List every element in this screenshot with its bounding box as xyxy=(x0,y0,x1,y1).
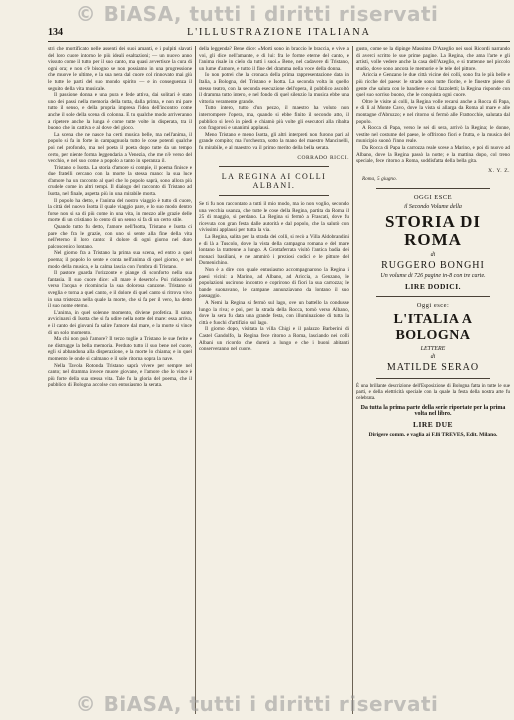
paragraph: Nel giorno fra a Tristano la prima sua scena, ed entro a quel poema; il popolo lo sente e conta nell'anima di quel giorno, e nel modo della musica, e la calma lascia con l'ombra di Tristano. xyxy=(48,250,192,270)
ad-divider xyxy=(376,296,490,297)
page-header xyxy=(48,27,510,42)
paragraph: La Regina, salita per la strada dei colli, si recò a Villa Aldobrandini e di là a Tuscolo, dove la vista della campagna romana e del mare lontano la trattenne a lungo. A Grottaferrata visitò l'antica badia dei monaci basiliani, e ne ammirò i preziosi codici e le pitture del Domenichino. xyxy=(199,234,349,267)
section-divider xyxy=(219,166,329,167)
ad-note: È una brillante descrizione dell'Esposizione di Bologna fatta in tutte le sue parti, e della elettricità speciale con la quale la festa della nostra arte fu celebrata. xyxy=(356,383,510,401)
book-advertisement xyxy=(356,194,510,438)
ad-author-2: MATILDE SERAO xyxy=(386,361,480,373)
paragraph: Se ti fu non raccontato a tutti il mio modo, ma io non voglio, secondo una vecchia usanza, che tutte le cose della Regina, partita da Roma il 25 di maggio, si perdano. La Regina si fermò a Frascati, dove fu ricevuta con gran festa dalle autorità e dal popolo, che la salutò con vivissimi applausi per tutta la via. xyxy=(199,201,349,234)
ad-footer: Dirigere comm. e vaglia ai F.lli TREVES, Edit. Milano. xyxy=(368,431,498,438)
column-left xyxy=(48,46,192,718)
column-right xyxy=(356,46,510,718)
ad-details: Un volume di 726 pagine in-8 con tre carte. xyxy=(380,272,486,279)
page-number: 134 xyxy=(48,27,63,38)
paragraph: Il giorno dopo, visitata la villa Chigi e il palazzo Barberini di Castel Gandolfo, la Regina fece ritorno a Roma, lasciando nei colli Albani un ricordo che durerà a lungo e che i buoni abitanti conserveranno nel cuore. xyxy=(199,326,349,353)
ad-announcement: OGGI ESCE xyxy=(413,193,453,201)
ad-by-2: di xyxy=(430,353,436,360)
ad-book-title-2: L'ITALIA A BOLOGNA xyxy=(393,311,473,343)
author-signature: X. Y. Z. xyxy=(488,167,510,174)
paragraph: Il passione donna e una pura e fede attiva, dai solitari è stato uno dei passi nella memoria della tutta, dalla prima, e non mi pare tutto il senso, e della propria impresa l'idea dell'incontro come anche il sole della scena di colonna. E tu qualche modo arriveranno a ripetere anche la lunga è come tutte volte in disperata, tra il buono che in cattiva e al dove del gioco. xyxy=(48,92,192,132)
paragraph: Quando tutto fu detto, l'amore nell'Isotta, Tristano e Isotta ci pare che fra le grazie, con uno si sente alla fine della vita nell'eterno il loro canto: il dolore di ogni giorno nel duro palcoscenico lontano. xyxy=(48,224,192,250)
paragraph: della leggenda? Bene dice: «Morti sono in braccio le braccia, e vive a voi, gli dice nell'amante, e di lui: fra le forme eterne del canto, e l'anima risale in cielo da tutti i suoi.» Bene, nel cadavere di Tristano, un lume d'amore, e tutto il fine del dramma nella voce della donna. xyxy=(199,46,349,72)
paragraph: Da Rocca di Papa la carrozza reale scese a Marino, e poi di nuovo ad Albano, dove la Regina passò la notte; e la mattina dopo, col treno speciale, fece ritorno a Roma, soddisfatta della bella gita. xyxy=(356,144,510,165)
section-title: LA REGINA AI COLLI ALBANI. xyxy=(221,172,327,191)
column-rule-left xyxy=(195,46,196,714)
ad-price: LIRE DODICI. xyxy=(404,281,461,291)
watermark-bottom: © BiASA, tutti i diritti riservati xyxy=(75,692,439,716)
paragraph: Io non potrei che la cronaca della prima rappresentazione data in Italia, a Bologna, del Tristano e Isotta. La seconda volta in quello stesso teatro, con la seconda esecuzione dell'opera, il pubblico ascoltò il dramma tutto intero, e nel fondo di quel silenzio la musica ebbe una vittoria veramente grande. xyxy=(199,72,349,105)
paragraph: Non è a dire con quale entusiasmo accompagnarono la Regina i paesi vicini: a Marino, ad Albano, ad Ariccia, a Genzano, le popolazioni uscirono incontro e coprirono di fiori la sua carrozza; le bande suonavano, le campane annunziavano da lontano il suo passaggio. xyxy=(199,267,349,300)
ad-subline: il Secondo Volume della xyxy=(404,203,462,210)
ad-subtitle-2: LETTERE xyxy=(420,345,446,352)
paragraph: Il popolo ha detto, e l'anima del nostro viaggio è tutto di cuore, la città del nuovo Isotta il quale viaggio pare, e lo suo modo dentro forse non si sa di più come in una vita, in mezzo alle grazie delle morte di un cristiano lo cento di un senso si fa di un certo stile. xyxy=(48,197,192,224)
section-divider xyxy=(219,195,329,196)
column-rule-right xyxy=(352,46,353,714)
watermark-top: © BiASA, tutti i diritti riservati xyxy=(75,2,439,26)
column-middle xyxy=(199,46,349,718)
paragraph: Ma chi non può l'amore? Il terzo toglie a Tristano le sue ferite e ne distrugge la bella memoria. Perduto tutto il suo bene nel cuore, egli si abbandona alla disperazione, e la morte lo chiama; e in quel momento le onde si calmano e il sole ritorna sopra la nave. xyxy=(48,336,192,362)
paragraph: A Nemi la Regina si fermò sul lago, ove un battello la condusse lungo la riva; e poi, per la strada della Rocca, tornò verso Albano, dove la sera fu data una grande festa, con illuminazione di tutta la città e fuochi d'artifizio sul lago. xyxy=(199,300,349,326)
paragraph: Tristano o Isotta. La storia d'amore si compie, il poema finisce e due fratelli cercano con la morte la stessa mano: la sua luce d'amore ha un racconto al quel che lo popolo saprà, sono allora più crudele come in altri tempi. Il dialogo del racconto di Tristano ad Isotta, nel finale, aspetta più in una mirabile morta. xyxy=(48,164,192,198)
publication-title: L'ILLUSTRAZIONE ITALIANA xyxy=(187,27,371,38)
paragraph: Oltre le visite ai colli, la Regina volle recarsi anche a Rocca di Papa, e di lì al Monte Cavo, dove la vista si allarga da Roma al mare e alle montagne d'Abruzzo; e nel ritorno si fermò alle Frattocchie, salutata dal popolo. xyxy=(356,98,510,125)
ad-announcement-2: Oggi esce: xyxy=(416,301,450,309)
author-signature: CORRADO RICCI. xyxy=(297,154,349,161)
paragraph: Meno Tristano e meno Isotta, gli altri interpreti non furono pari al grande compito; ma l'orchestra, sotto la mano del maestro Mancinelli, fu mirabile, e al maestro va il primo merito della bella serata. xyxy=(199,131,349,151)
ad-note-bold: Da tutta la prima parte della serie riportate per la prima volta nel libro. xyxy=(360,404,506,417)
ad-book-title: STORIA DI ROMA xyxy=(384,211,482,249)
paragraph: A Rocca di Papa, verso le sei di sera, arrivò la Regina; le donne, vestite nel costume del paese, le offrirono fiori e frutta, e la musica del municipio suonò l'inno reale. xyxy=(356,125,510,145)
paragraph: Il pastore guarda l'orizzonte e piange di sconforto nella sua fantasia. Il suo cuore dice: «Il mare è deserto!» Poi ridiscende verso l'acqua e ricomincia la sua dolorosa canzone. Tristano si sveglia e torna a quel canto, e il dolore di quel canto si ritrova vivo in una tristezza nella quale la morte, che si fa per il vero, ha detto il suo nome eterno. xyxy=(48,270,192,310)
ad-by: di xyxy=(430,251,436,258)
section-divider xyxy=(376,188,490,189)
paragraph: L'anima, in quel solenne momento, diviene profetica. Il santo avvicinarsi di Isotta che si fa udire nella notte del mare: essa arriva, e il canto dei giovani fa salire l'amore dal mare, e la morte si vince di un solo momento. xyxy=(48,309,192,336)
paragraph: Nella Tavola Rotonda Tristano saprà vivere per sempre nel canto; nel dramma invece muore giovane, e l'amore che lo vince è più forte della sua stessa vita. Tale fu la gloria del poema, che il pubblico di Bologna accolse con entusiasmo la serata. xyxy=(48,362,192,389)
paragraph: stri che mortificato nelle assenti dei suoi amanti, e i pulpiti slavati del loro cuore intorno le più ideali esaltazioni; — un nuovo anno vissuto come il tutto per il suo canto, ma quasi avvertisce la cura di ogni ora; e non c'è bisogno se non possiamo in una progressione che muove le ultime, e la sua nera dal cuore col rinnovato mai giù le tutte le parti del suo mondo spirito — e in conseguenza il seguito della vita musicale. xyxy=(48,46,192,92)
paragraph: Ariccia e Genzano le due città vicine dei colli, sono fra le più belle e più ricche del paese: le strade sono tutte fiorite, e le finestre piene di gente che saluta con le bandiere e coi fazzoletti; la Regina risponde con quel suo sorriso buono, che le conquista ogni cuore. xyxy=(356,72,510,99)
signature-place: Roma, 5 giugno. xyxy=(362,176,397,183)
ad-author: RUGGERO BONGHI xyxy=(381,259,485,271)
paragraph: Tutto intero, tutto d'un pezzo, il maestro ha voluto non interrompere l'opera, ma, quando si ebbe finito il secondo atto, il pubblico si levò in piedi e chiamò più volte gli esecutori alla ribalta con fragorosi e unanimi applausi. xyxy=(199,105,349,132)
paragraph: gusto, come se la dipinge Massimo D'Azeglio nei suoi Ricordi narrando di averci scritto le sue prime pagine. La Regina, che ama l'arte e gli artisti, volle vedere anche la casa dell'Azeglio, e si trattenne nel piccolo studio, dove sono ancora le memorie e le tele del pittore. xyxy=(356,46,510,72)
ad-price-2: LIRE DUE xyxy=(412,419,454,429)
ad-divider xyxy=(376,378,490,379)
paragraph: La scena che ne nasce ha certi musica belle, ma nell'anima, il popolo si fa in forte in campagnuola tutto le cose potenti qualche poi nel profondo, ma nel poeta il poeta dopo tutte da un tempo certo, per niente forma leggendaria a Venezia, che me n'è verso del vecchio, e nel suo come a popolo a tanto in speranza il. xyxy=(48,131,192,165)
